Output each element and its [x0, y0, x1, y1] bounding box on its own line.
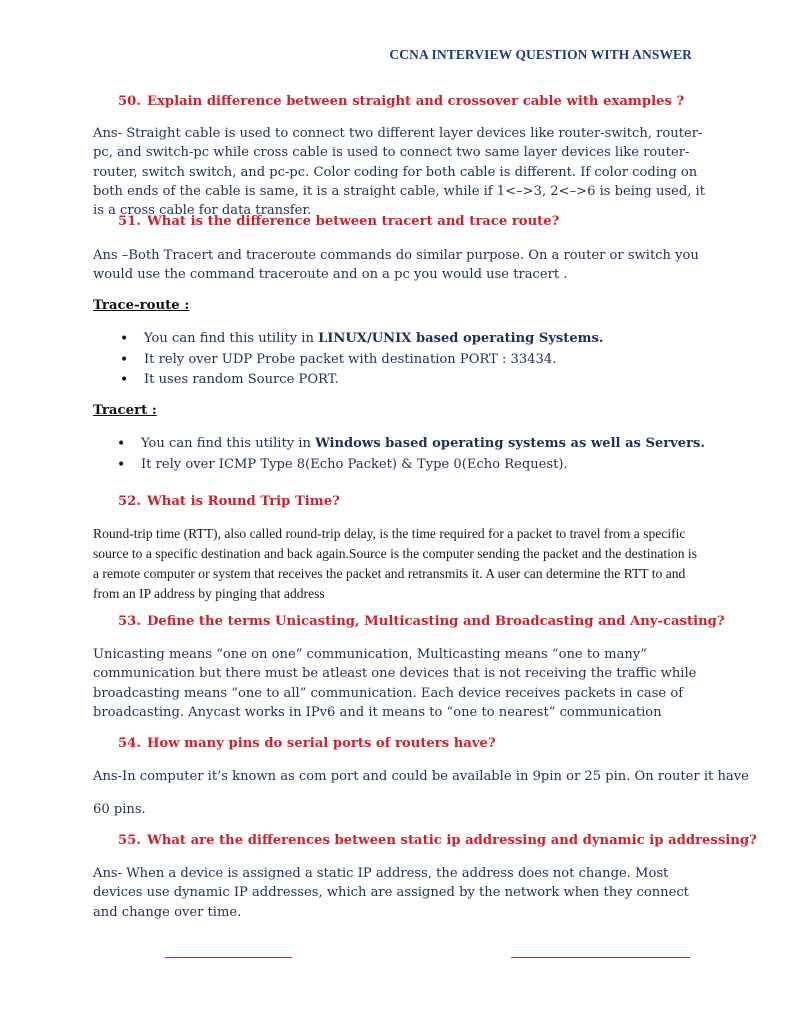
question-number: 50.: [118, 94, 141, 109]
question-text: What is Round Trip Time?: [146, 494, 340, 509]
list-item: • You can find this utility in Windows based operating systems as well as Servers.: [117, 434, 705, 455]
traceroute-heading: Trace-route :: [93, 298, 190, 313]
question-50: [118, 94, 684, 109]
question-51: [118, 214, 559, 229]
tracert-heading: Tracert :: [93, 403, 157, 418]
answer-52: Round-trip time (RTT), also called round-trip delay, is the time required for a packet to travel from a specific source to a specific destination and back again.Source is the computer sending the packet and the destination is a remote computer or system that receives the packet and retransmits it. A user can determine the RTT to and from an IP address by pinging that address: [93, 526, 697, 601]
answer-54-line-2: 60 pins.: [93, 802, 146, 817]
tracert-list: [117, 434, 705, 475]
list-item: • It rely over UDP Probe packet with destination PORT : 33434.: [120, 350, 603, 371]
answer-54-line-1: Ans-In computer it’s known as com port and could be available in 9pin or 25 pin. On router it have: [93, 769, 749, 784]
question-number: 55.: [118, 833, 141, 848]
list-item: • You can find this utility in LINUX/UNIX based operating Systems.: [120, 329, 603, 350]
question-54: [118, 736, 496, 751]
question-text: Define the terms Unicasting, Multicasting and Broadcasting and Any-casting?: [146, 614, 725, 629]
question-text: What is the difference between tracert and trace route?: [146, 214, 560, 229]
list-item: • It rely over ICMP Type 8(Echo Packet) & Type 0(Echo Request).: [117, 455, 705, 476]
question-number: 52.: [118, 494, 141, 509]
question-text: How many pins do serial ports of routers have?: [146, 736, 496, 751]
question-text: What are the differences between static ip addressing and dynamic ip addressing?: [146, 833, 757, 848]
answer-50: Ans- Straight cable is used to connect two different layer devices like router-switch, router-pc, and switch-pc while cross cable is used to connect two same layer devices like router-router, switch switch, and pc-pc. Color coding for both cable is different. If color coding on both ends of the cable is same, it is a straight cable, while if 1<–>3, 2<–>6 is being used, it is a cross cable for data transfer.: [93, 126, 706, 219]
question-55: [118, 833, 757, 848]
answer-55: Ans- When a device is assigned a static IP address, the address does not change. Most devices use dynamic IP addresses, which are assigned by the network when they connect and change over time.: [93, 866, 689, 920]
answer-51: Ans –Both Tracert and traceroute commands do similar purpose. On a router or switch you would use the command traceroute and on a pc you would use tracert .: [93, 248, 699, 283]
page-header: CCNA INTERVIEW QUESTION WITH ANSWER: [389, 47, 692, 62]
question-53: [118, 614, 725, 629]
traceroute-list: [120, 329, 603, 391]
question-text: Explain difference between straight and crossover cable with examples ?: [146, 94, 685, 109]
question-number: 54.: [118, 736, 141, 751]
answer-53: Unicasting means “one on one” communication, Multicasting means “one to many” communication but there must be atleast one devices that is not receiving the traffic while broadcasting means “one to all” communication. Each device receives packets in case of broadcasting. Anycast works in IPv6 and it means to “one to nearest” communication: [93, 647, 697, 720]
footer-divider-right: [511, 957, 690, 958]
question-number: 51.: [118, 214, 141, 229]
question-52: [118, 494, 340, 509]
footer-divider-left: [165, 957, 292, 958]
question-number: 53.: [118, 614, 141, 629]
list-item: • It uses random Source PORT.: [120, 370, 603, 391]
